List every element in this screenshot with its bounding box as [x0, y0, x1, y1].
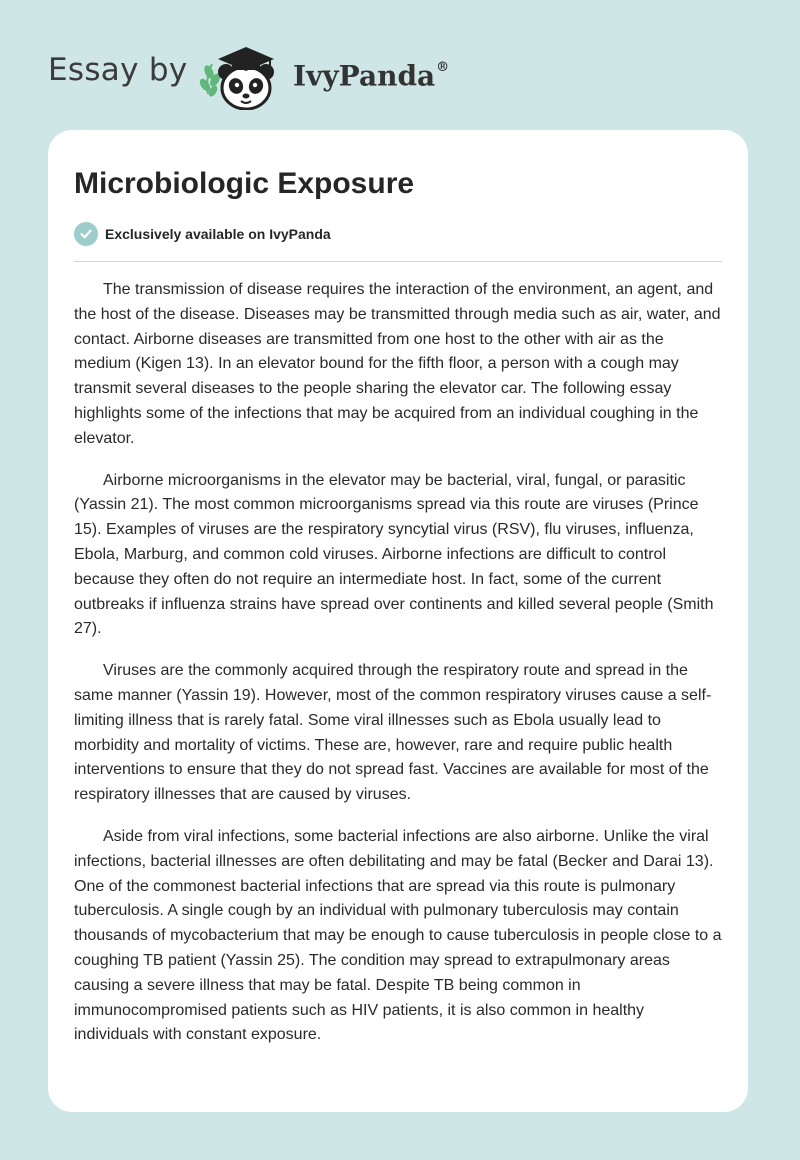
- paragraph: Viruses are the commonly acquired through the respiratory route and spread in the same manner (Yassin 19). However, most of the common respiratory viruses cause a self-limiting illness that is rarely fatal. Some viral illnesses such as Ebola usually lead to morbidity and mortality of victims. These are, however, rare and require public health interventions to ensure that they do not spread fast. Vaccines are available for most of the respiratory illnesses that are caused by viruses.: [74, 662, 712, 804]
- panda-graduate-icon[interactable]: [196, 38, 296, 110]
- exclusive-badge: [74, 222, 331, 246]
- page-title: Microbiologic Exposure: [74, 167, 415, 200]
- paragraph: Airborne microorganisms in the elevator may be bacterial, viral, fungal, or parasitic (Yassin 21). The most common microorganisms spread via this route are viruses (Prince 15). Examples of viruses are the respiratory syncytial virus (RSV), flu viruses, influenza, Ebola, Marburg, and common cold viruses. Airborne infections are difficult to control because they often do not require an intermediate host. In fact, some of the current outbreaks if influenza strains have spread over continents and killed several people (Smith 27).: [74, 471, 714, 638]
- exclusive-badge-text: Exclusively available on IvyPanda: [105, 226, 331, 242]
- divider: [74, 261, 722, 262]
- paragraph: Aside from viral infections, some bacterial infections are also airborne. Unlike the viral infections, bacterial illnesses are often debilitating and may be fatal (Becker and Darai 13). One of the commonest bacterial infections that are spread via this route is pulmonary tuberculosis. A single cough by an individual with pulmonary tuberculosis may contain thousands of mycobacterium that may be enough to cause tuberculosis in people close to a coughing TB patient (Yassin 25). The condition may spread to extrapulmonary areas causing a severe illness that may be fatal. Despite TB being common in immunocompromised patients such as HIV patients, it is also common in healthy individuals with constant exposure.: [74, 827, 722, 1044]
- check-circle-icon: [74, 222, 98, 246]
- essay-body: [74, 278, 722, 1065]
- brand-name: IvyPanda: [293, 59, 436, 93]
- registered-mark: ®: [436, 60, 450, 75]
- essay-card: [48, 130, 748, 1112]
- paragraph: The transmission of disease requires the interaction of the environment, an agent, and the host of the disease. Diseases may be transmitted through media such as air, water, and contact. Airborne diseases are transmitted from one host to the other with air as the medium (Kigen 13). In an elevator bound for the fifth floor, a person with a cough may transmit several diseases to the people sharing the elevator car. The following essay highlights some of the infections that may be acquired from an individual coughing in the elevator.: [74, 281, 721, 447]
- brand-logo[interactable]: [293, 52, 449, 96]
- site-header: [0, 0, 800, 130]
- essay-by-label: Essay by: [48, 52, 188, 88]
